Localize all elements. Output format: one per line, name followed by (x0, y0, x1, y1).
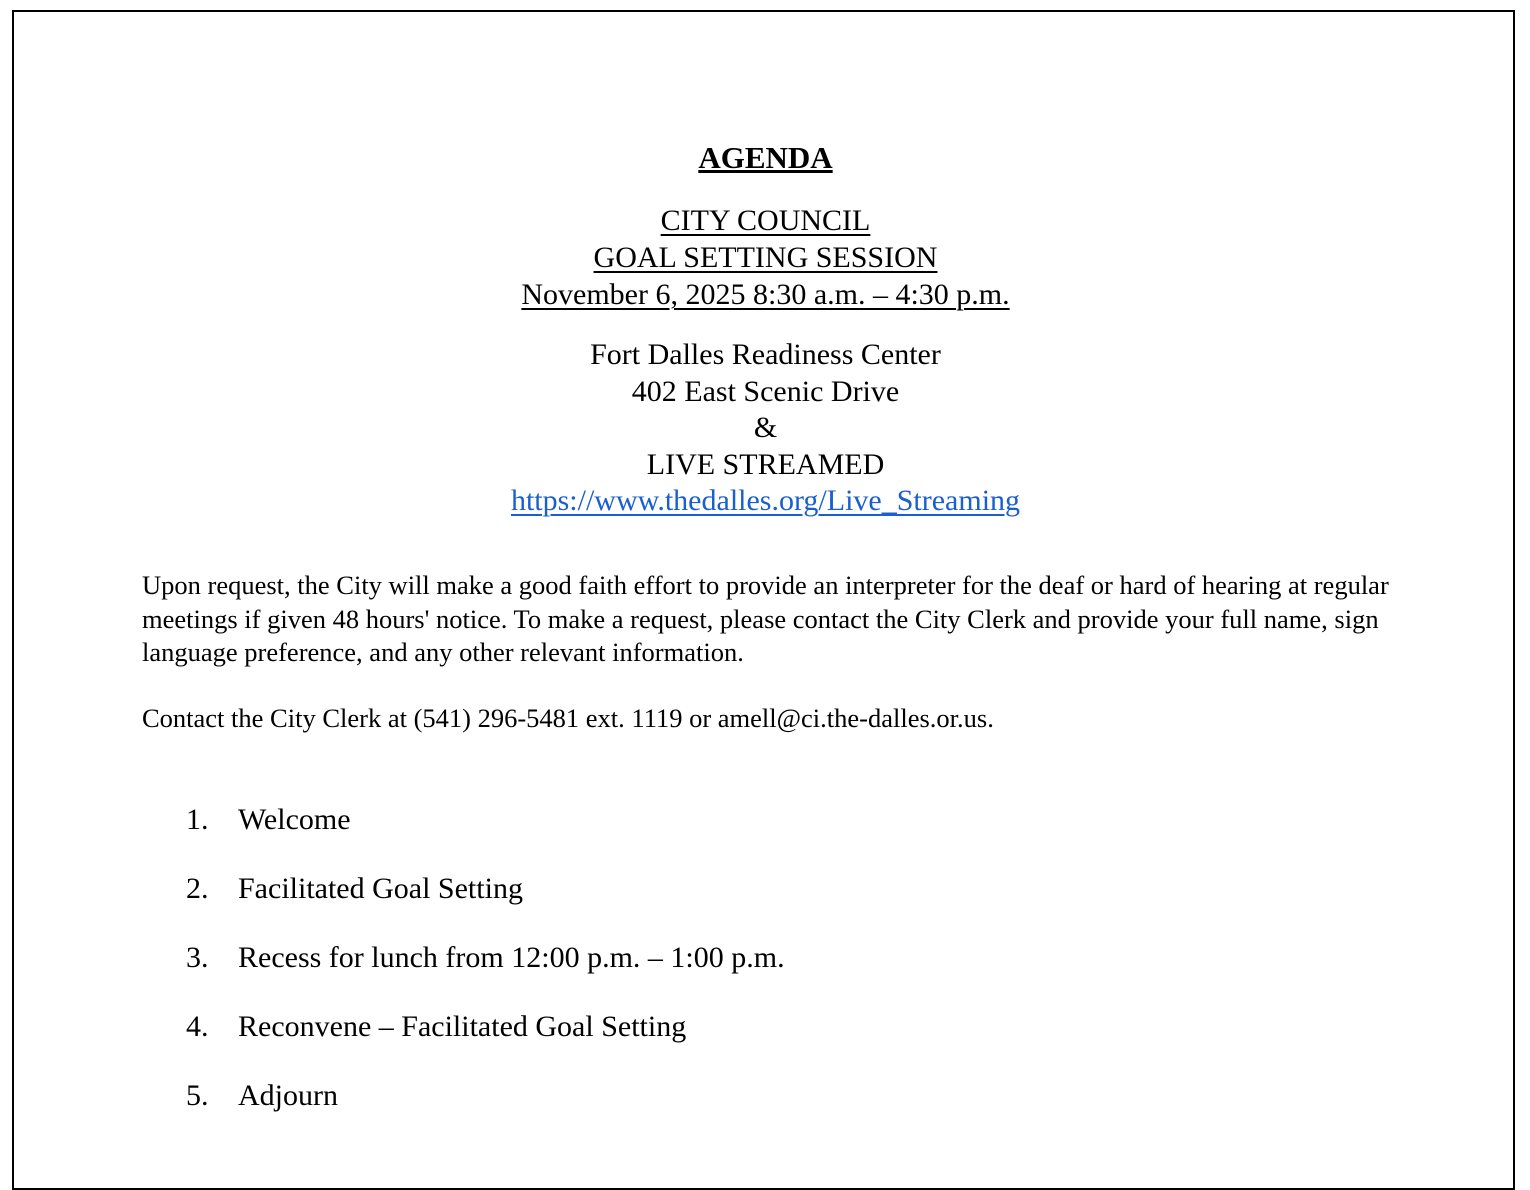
agenda-item-text: Recess for lunch from 12:00 p.m. – 1:00 p.m. (238, 941, 785, 974)
meeting-date-time: November 6, 2025 8:30 a.m. – 4:30 p.m. (521, 278, 1010, 311)
live-stream-link[interactable]: https://www.thedalles.org/Live_Streaming (510, 484, 1021, 517)
live-streamed-label: LIVE STREAMED (646, 447, 885, 481)
document-page (12, 10, 1515, 1190)
agenda-item-text: Adjourn (238, 1079, 338, 1112)
agenda-item-text: Welcome (238, 803, 351, 836)
agenda-item (186, 1078, 785, 1147)
interpreter-notice: Upon request, the City will make a good faith effort to provide an interpreter for the deaf or hard of hearing at regular meetings if given 48 hours' notice. To make a request, please contact the City Clerk and provide your full name, sign language preference, and any other relevant information. (142, 570, 1389, 667)
meeting-body: CITY COUNCIL (660, 204, 871, 237)
agenda-item (186, 1009, 785, 1078)
agenda-item (186, 940, 785, 1009)
clerk-contact: Contact the City Clerk at (541) 296-5481 ext. 1119 or amell@ci.the-dalles.or.us. (142, 703, 994, 733)
agenda-item-number: 1. (186, 803, 209, 836)
venue-name: Fort Dalles Readiness Center (590, 338, 941, 371)
meeting-header (14, 202, 1517, 313)
agenda-title: AGENDA (698, 140, 833, 175)
agenda-item (186, 871, 785, 940)
ampersand: & (753, 411, 778, 444)
venue-address: 402 East Scenic Drive (631, 374, 900, 408)
agenda-item-number: 2. (186, 872, 209, 905)
agenda-item-text: Reconvene – Facilitated Goal Setting (238, 1010, 687, 1043)
agenda-item-number: 3. (186, 941, 209, 974)
agenda-item-number: 4. (186, 1010, 209, 1043)
meeting-location (14, 337, 1517, 520)
agenda-item-number: 5. (186, 1079, 209, 1112)
session-name: GOAL SETTING SESSION (593, 241, 938, 274)
agenda-item-text: Facilitated Goal Setting (238, 872, 523, 905)
agenda-item (186, 802, 785, 871)
agenda-list (186, 802, 785, 1147)
